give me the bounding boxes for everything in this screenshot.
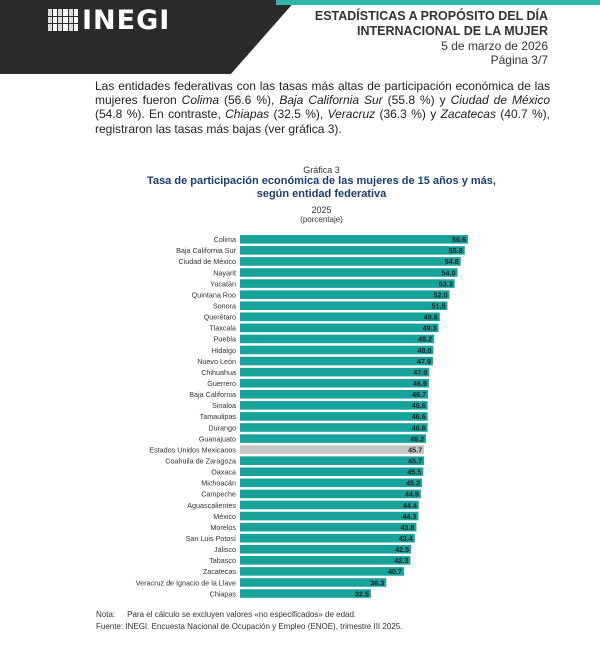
chart-number: Gráfica 3 [303, 165, 340, 175]
value-label-nuevo-leon: 47.9 [416, 356, 431, 366]
bar-ciudad-de-mexico [240, 257, 461, 266]
doc-title-line2: INTERNACIONAL DE LA MUJER [357, 24, 548, 38]
note-label: Nota: [96, 610, 116, 619]
category-label-estados-unidos-mexicanos: Estados Unidos Mexicanos [149, 445, 236, 455]
category-label-michoacan: Michoacán [201, 478, 236, 488]
category-label-morelos: Morelos [210, 522, 236, 532]
value-label-tamaulipas: 46.6 [411, 412, 426, 422]
bar-puebla [240, 335, 434, 344]
bar-baja-california [240, 390, 428, 399]
bar-guerrero [240, 379, 429, 388]
value-label-yucatan: 53.3 [438, 279, 453, 289]
category-label-coahuila-de-zaragoza: Coahuila de Zaragoza [165, 456, 236, 466]
value-label-guanajuato: 46.2 [410, 434, 425, 444]
bar-veracruz-de-ignacio-de-la-llave [240, 578, 386, 587]
category-label-colima: Colima [213, 235, 236, 245]
bar-queretaro [240, 312, 440, 321]
category-label-baja-california: Baja California [189, 390, 236, 400]
category-label-durango: Durango [208, 423, 236, 433]
category-label-zacatecas: Zacatecas [202, 567, 236, 577]
bar-morelos [240, 523, 416, 532]
bar-tabasco [240, 556, 410, 565]
chart-year: 2025 [311, 205, 332, 215]
value-label-tlaxcala: 49.3 [422, 323, 437, 333]
category-label-queretaro: Querétaro [203, 312, 236, 322]
value-label-estados-unidos-mexicanos: 45.7 [408, 445, 423, 455]
value-label-durango: 46.6 [411, 423, 426, 433]
bar-sonora [240, 301, 447, 310]
bar-baja-california-sur [240, 246, 465, 255]
page-number: Página 3/7 [490, 53, 548, 67]
value-label-queretaro: 49.6 [423, 312, 438, 322]
bar-sinaloa [240, 401, 428, 410]
bar-san-luis-potosi [240, 534, 415, 543]
category-label-mexico: México [213, 511, 236, 521]
bar-estados-unidos-mexicanos [240, 445, 424, 454]
bar-durango [240, 423, 428, 432]
category-label-chihuahua: Chihuahua [201, 367, 236, 377]
category-label-guanajuato: Guanajuato [198, 434, 236, 444]
bar-tlaxcala [240, 324, 439, 333]
category-label-sinaloa: Sinaloa [212, 401, 236, 411]
bar-coahuila-de-zaragoza [240, 456, 424, 465]
category-label-sonora: Sonora [212, 301, 236, 311]
category-label-campeche: Campeche [201, 489, 236, 499]
value-label-chihuahua: 47.0 [413, 367, 428, 377]
chart-title-line2: según entidad federativa [256, 188, 387, 200]
value-label-aguascalientes: 44.4 [402, 500, 417, 510]
value-label-coahuila-de-zaragoza: 45.7 [408, 456, 423, 466]
document-header [315, 9, 548, 67]
value-label-michoacan: 45.2 [406, 478, 421, 488]
category-label-veracruz-de-ignacio-de-la-llave: Veracruz de Ignacio de la Llave [135, 578, 236, 588]
bar-quintana-roo [240, 290, 449, 299]
bar-tamaulipas [240, 412, 428, 421]
category-label-puebla: Puebla [213, 334, 236, 344]
value-label-hidalgo: 48.0 [417, 345, 432, 355]
bar-guanajuato [240, 434, 426, 443]
value-label-jalisco: 42.5 [395, 545, 410, 555]
category-label-san-luis-potosi: San Luis Potosí [185, 533, 236, 543]
category-label-quintana-roo: Quintana Roo [191, 290, 236, 300]
value-label-campeche: 44.9 [404, 489, 419, 499]
bar-zacatecas [240, 567, 404, 576]
chart-title-line1: Tasa de participación económica de las mujeres de 15 años y más, [147, 175, 496, 187]
value-label-morelos: 43.8 [400, 522, 415, 532]
bar-chart [0, 228, 600, 603]
doc-title-line1: ESTADÍSTICAS A PROPÓSITO DEL DÍA [314, 9, 548, 23]
bar-nayarit [240, 268, 458, 277]
inegi-logo [48, 5, 170, 35]
category-label-tabasco: Tabasco [209, 556, 236, 566]
category-label-yucatan: Yucatán [210, 279, 236, 289]
source-label: Fuente: [96, 622, 124, 631]
category-label-tamaulipas: Tamaulipas [199, 412, 236, 422]
value-label-zacatecas: 40.7 [387, 567, 402, 577]
value-label-sonora: 51.5 [431, 301, 446, 311]
value-label-baja-california-sur: 55.8 [448, 246, 463, 256]
value-label-sinaloa: 46.6 [411, 401, 426, 411]
category-label-ciudad-de-mexico: Ciudad de México [178, 257, 236, 267]
bar-jalisco [240, 545, 411, 554]
bar-aguascalientes [240, 501, 419, 510]
value-label-nayarit: 54.0 [441, 268, 456, 278]
bar-chihuahua [240, 368, 429, 377]
value-label-baja-california: 46.7 [412, 390, 427, 400]
value-label-guerrero: 46.9 [412, 379, 427, 389]
category-label-guerrero: Guerrero [207, 379, 236, 389]
category-label-oaxaca: Oaxaca [211, 467, 236, 477]
value-label-tabasco: 42.3 [394, 556, 409, 566]
category-label-hidalgo: Hidalgo [211, 345, 236, 355]
value-label-puebla: 48.2 [418, 334, 433, 344]
value-label-ciudad-de-mexico: 54.8 [444, 257, 459, 267]
value-label-mexico: 44.3 [402, 511, 417, 521]
value-label-veracruz-de-ignacio-de-la-llave: 36.3 [370, 578, 385, 588]
value-label-chiapas: 32.5 [354, 589, 369, 599]
bar-nuevo-leon [240, 357, 433, 366]
note-text: Para el cálculo se excluyen valores «no especificados» de edad. [127, 610, 357, 619]
bar-campeche [240, 490, 421, 499]
source-text: INEGI. Encuesta Nacional de Ocupación y Empleo (ENOE), trimestre III 2025. [125, 622, 403, 631]
category-label-aguascalientes: Aguascalientes [187, 500, 236, 510]
summary-paragraph: Las entidades federativas con las tasas más altas de participación económica de las mujeres fueron Colima (56.6 %), Baja California Sur (55.8 %) y Ciudad de México (54.8 %). En contraste, Chiapas (32.5 %), Veracruz (36.3 %) y Zacatecas (40.7 %), registraron las tasas más bajas (ver gráfica 3). [95, 79, 550, 136]
bar-chiapas [240, 589, 371, 598]
doc-date: 5 de marzo de 2026 [441, 39, 548, 53]
category-label-jalisco: Jalisco [214, 545, 236, 555]
logo-text: INEGI [82, 4, 171, 36]
category-label-baja-california-sur: Baja California Sur [176, 246, 236, 256]
category-label-nuevo-leon: Nuevo León [197, 356, 236, 366]
bar-mexico [240, 512, 418, 521]
bar-hidalgo [240, 346, 433, 355]
header-accent-line [276, 0, 600, 5]
chart-unit: (porcentaje) [300, 215, 343, 224]
bar-michoacan [240, 479, 422, 488]
inegi-logo-mark-icon [48, 9, 78, 31]
category-label-nayarit: Nayarit [213, 268, 236, 278]
bar-yucatan [240, 279, 455, 288]
chart-title [95, 175, 548, 201]
bar-oaxaca [240, 467, 423, 476]
chart-note [96, 610, 356, 619]
category-label-chiapas: Chiapas [209, 589, 236, 599]
category-label-tlaxcala: Tlaxcala [209, 323, 236, 333]
value-label-oaxaca: 45.5 [407, 467, 422, 477]
value-label-colima: 56.6 [452, 235, 466, 245]
bar-colima [240, 235, 468, 244]
chart-source [96, 622, 402, 631]
value-label-san-luis-potosi: 43.4 [398, 533, 413, 543]
value-label-quintana-roo: 52.0 [433, 290, 448, 300]
